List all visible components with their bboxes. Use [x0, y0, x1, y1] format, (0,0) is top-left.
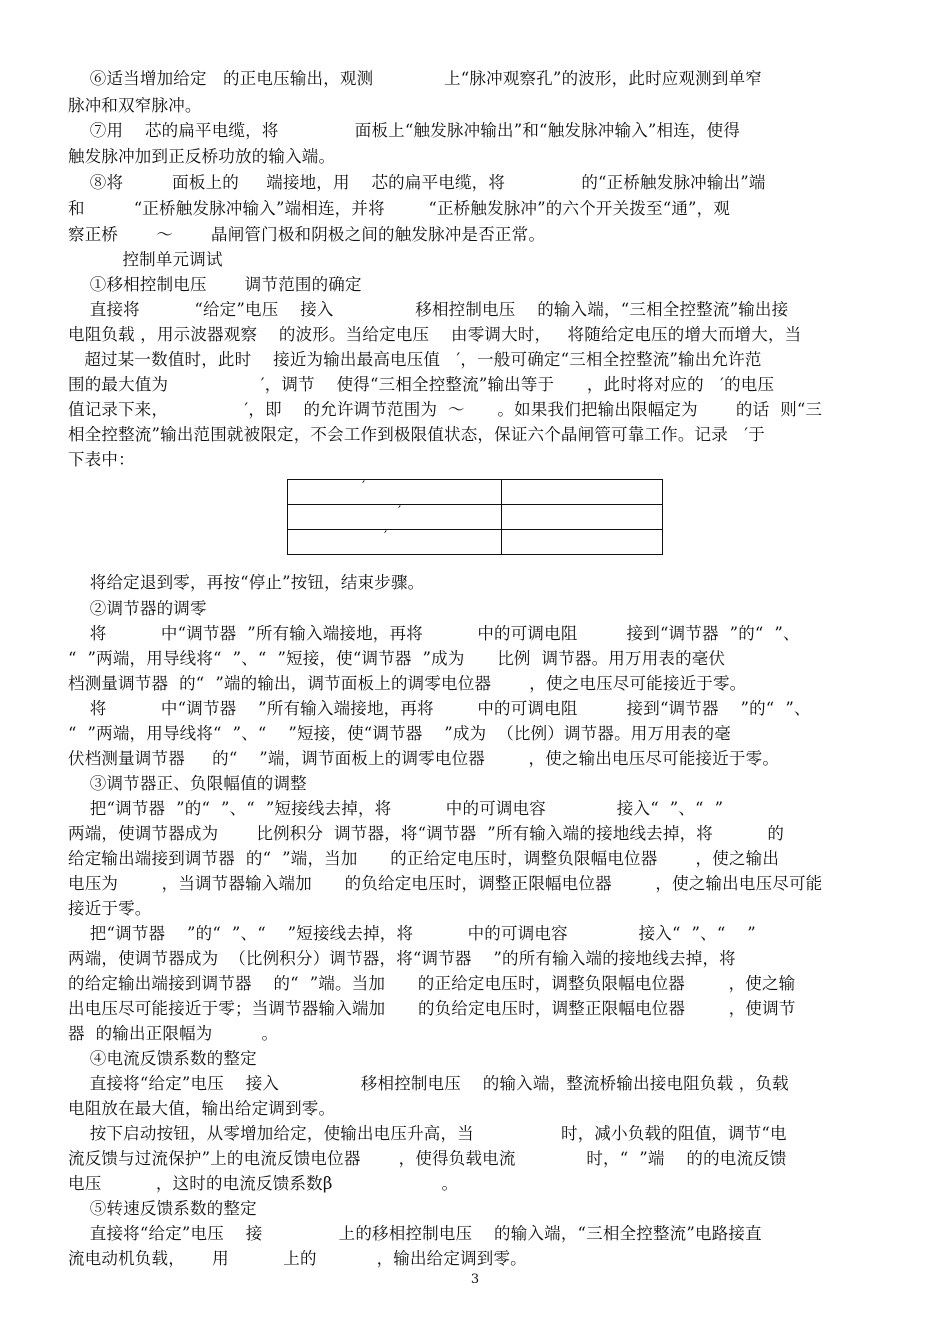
text-line: ②调节器的调零: [68, 599, 207, 618]
table-cell: [501, 480, 662, 505]
text-line: 把“调节器 ”的“ ”、“ ”短接线去掉，将 中的可调电容 接入“ ”、“ ”: [68, 924, 756, 943]
text-line: 相全控整流”输出范围就被限定，不会工作到极限值状态，保证六个晶闸管可靠工作。记录 ′于: [68, 425, 765, 444]
text-line: 直接将“给定”电压 接 上的移相控制电压 的输入端，“三相全控整流”电路接直: [68, 1224, 762, 1243]
table-cell: [501, 530, 662, 555]
text-line: 和 “正桥触发脉冲输入”端相连，并将 “正桥触发脉冲”的六个开关拨至“通”，观: [68, 199, 731, 218]
text-line: 直接将 “给定”电压 接入 移相控制电压 的输入端，“三相全控整流”输出接: [68, 300, 789, 319]
text-line: 控制单元调试: [68, 250, 223, 269]
text-line: 电压 ，这时的电流反馈系数β 。: [68, 1174, 459, 1193]
text-line: “ ”两端，用导线将“ ”、“ ”短接，使“调节器 ”成为 （比例）调节器。用万用表的毫: [68, 724, 732, 743]
text-line: 脉冲和双窄脉冲。: [68, 96, 202, 115]
text-line: 把“调节器 ”的“ ”、“ ”短接线去掉，将 中的可调电容 接入“ ”、“ ”: [68, 799, 724, 818]
text-line: 流电动机负载， 用 上的 ，输出给定调到零。: [68, 1249, 527, 1268]
text-line: ⑤转速反馈系数的整定: [68, 1199, 257, 1218]
text-line: 直接将“给定”电压 接入 移相控制电压 的输入端，整流桥输出接电阻负载 ，负载: [68, 1074, 789, 1093]
text-line: 流反馈与过流保护”上的电流反馈电位器 ，使得负载电流 时，“ ”端 的的电流反馈: [68, 1149, 787, 1168]
text-line: 两端，使调节器成为 （比例积分）调节器，将“调节器 ”的所有输入端的接地线去掉，将: [68, 949, 736, 968]
text-line: 围的最大值为 ′，调节 使得“三相全控整流”输出等于 ，此时将对应的 ′的电压: [68, 375, 775, 394]
text-line: “ ”两端，用导线将“ ”、“ ”短接，使“调节器 ”成为 比例 调节器。用万用表的毫伏: [68, 649, 726, 668]
table-row: [288, 505, 663, 530]
text-line: ①移相控制电压 调节范围的确定: [68, 275, 362, 294]
text-line: 电阻负载 ，用示波器观察 的波形。当给定电压 由零调大时， 将随给定电压的增大而增大，当: [68, 325, 802, 344]
text-line: 将 中“调节器 ”所有输入端接地，再将 中的可调电阻 接到“调节器 ”的“ ”、: [68, 624, 800, 643]
text-line: 电阻放在最大值，输出给定调到零。: [68, 1099, 336, 1118]
page-number: 3: [470, 1272, 480, 1287]
text-line: ④电流反馈系数的整定: [68, 1049, 257, 1068]
text-line: 下表中：: [68, 450, 135, 469]
text-line: 出电压尽可能接近于零；当调节器输入端加 的负给定电压时，调整正限幅电位器 ，使调节: [68, 999, 796, 1018]
text-line: 将 中“调节器 ”所有输入端接地，再将 中的可调电阻 接到“调节器 ”的“ ”、: [68, 699, 811, 718]
text-line: 按下启动按钮，从零增加给定，使输出电压升高，当 时，减小负载的阻值，调节“电: [68, 1124, 787, 1143]
text-line: 将给定退到零，再按“停止”按钮，结束步骤。: [68, 573, 425, 592]
table-cell: [501, 505, 662, 530]
text-line: 超过某一数值时，此时 接近为输出最高电压值 ′，一般可确定“三相全控整流”输出允许范: [68, 350, 762, 369]
text-line: 器 的输出正限幅为 。: [68, 1024, 279, 1043]
text-line: 触发脉冲加到正反桥功放的输入端。: [68, 147, 336, 166]
table-cell: ′: [288, 530, 502, 555]
text-line: ⑦用 芯的扁平电缆，将 面板上“触发脉冲输出”和“触发脉冲输入”相连，使得: [68, 121, 741, 140]
text-line: 接近于零。: [68, 899, 152, 918]
table-cell: ′: [288, 480, 502, 505]
text-line: ⑥适当增加给定 的正电压输出，观测 上“脉冲观察孔”的波形，此时应观测到单窄: [68, 69, 762, 88]
record-table: [287, 479, 663, 555]
table-row: [288, 480, 663, 505]
text-line: 伏档测量调节器 的“ ”端，调节面板上的调零电位器 ，使之输出电压尽可能接近于零。: [68, 749, 780, 768]
text-line: 的给定输出端接到调节器 的“ ”端。当加 的正给定电压时，调整负限幅电位器 ，使之输: [68, 974, 796, 993]
text-line: 给定输出端接到调节器 的“ ”端，当加 的正给定电压时，调整负限幅电位器 ，使之输出: [68, 849, 780, 868]
text-line: 两端，使调节器成为 比例积分 调节器，将“调节器 ”所有输入端的接地线去掉，将 的: [68, 824, 785, 843]
text-line: 值记录下来， ′，即 的允许调节范围为 ～ 。如果我们把输出限幅定为 的话 则“三: [68, 400, 823, 419]
text-line: 档测量调节器 的“ ”端的输出，调节面板上的调零电位器 ，使之电压尽可能接近于零。: [68, 674, 747, 693]
table-row: [288, 530, 663, 555]
text-line: ③调节器正、负限幅值的调整: [68, 774, 307, 793]
text-line: ⑧将 面板上的 端接地，用 芯的扁平电缆，将 的“正桥触发脉冲输出”端: [68, 173, 766, 192]
text-line: 察正桥 ～ 晶闸管门极和阴极之间的触发脉冲是否正常。: [68, 225, 546, 244]
text-line: 电压为 ，当调节器输入端加 的负给定电压时，调整正限幅电位器 ，使之输出电压尽可能: [68, 874, 823, 893]
table-cell: ′: [288, 505, 502, 530]
